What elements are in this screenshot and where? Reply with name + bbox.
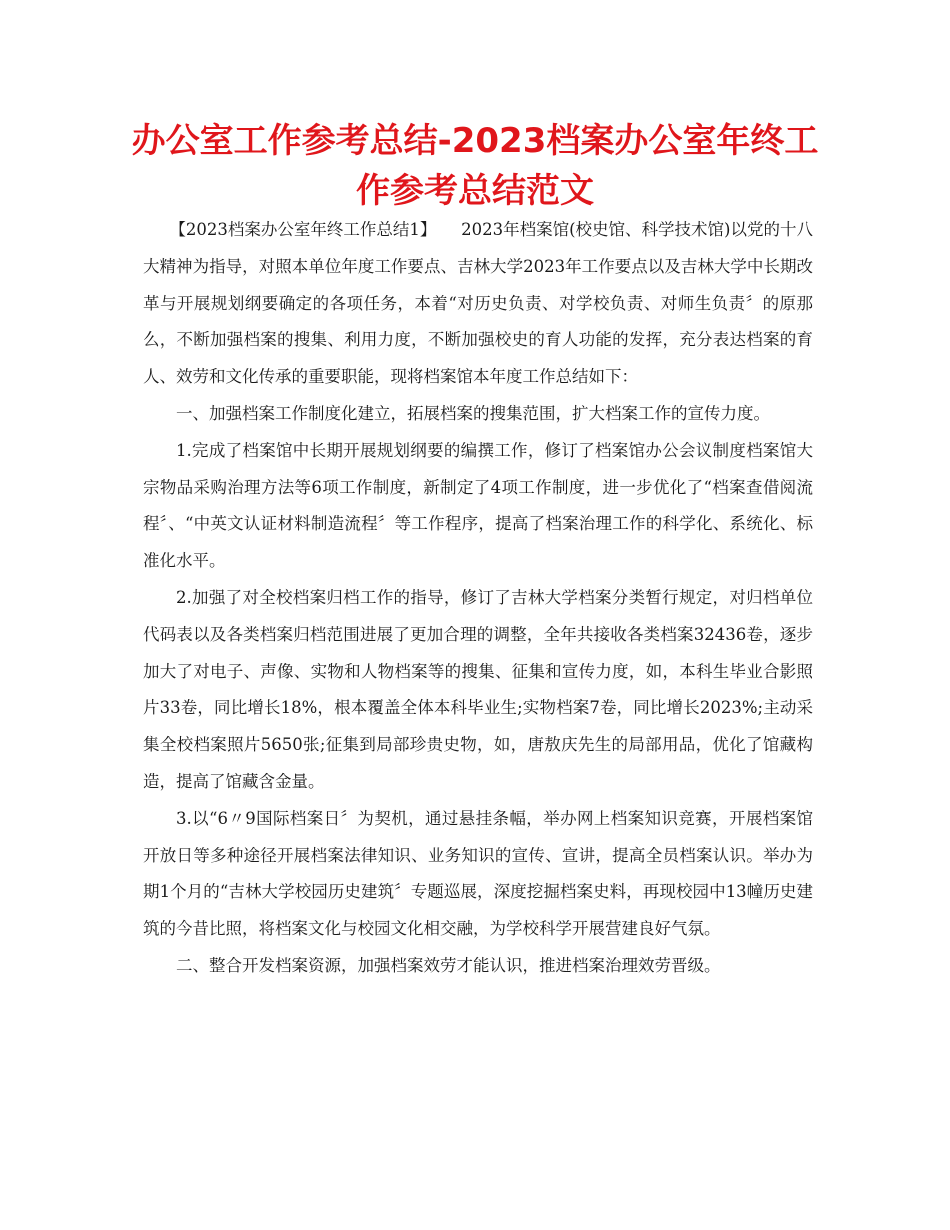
paragraph-item-1: 1.完成了档案馆中长期开展规划纲要的编撰工作，修订了档案馆办公会议制度档案馆大宗物品采购治理方法等6项工作制度，新制定了4项工作制度，进一步优化了“档案查借阅流程〞、“中英文认证材料制造流程〞等工作程序，提高了档案治理工作的科学化、系统化、标准化水平。 [143,440,813,571]
paragraph-intro: 【2023档案办公室年终工作总结1】 2023年档案馆(校史馆、科学技术馆)以党的十八大精神为指导，对照本单位年度工作要点、吉林大学2023年工作要点以及吉林大学中长期改革与开展规划纲要确定的各项任务，本着“对历史负责、对学校负责、对师生负责〞的原那么，不断加强档案的搜集、利用力度，不断加强校史的育人功能的发挥，充分表达档案的育人、效劳和文化传承的重要职能，现将档案馆本年度工作总结如下： [143,220,813,387]
document-title: 办公室工作参考总结-2023档案办公室年终工作参考总结范文 [131,121,819,211]
paragraph-section-1-heading: 一、加强档案工作制度化建立，拓展档案的搜集范围，扩大档案工作的宣传力度。 [176,403,770,423]
paragraph-item-2: 2.加强了对全校档案归档工作的指导，修订了吉林大学档案分类暂行规定，对归档单位代码表以及各类档案归档范围进展了更加合理的调整，全年共接收各类档案32436卷，逐步加大了对电子、声像、实物和人物档案等的搜集、征集和宣传力度，如，本科生毕业合影照片33卷，同比增长18%，根本覆盖全体本科毕业生;实物档案7卷，同比增长2023%;主动采集全校档案照片5650张;征集到局部珍贵史物，如，唐敖庆先生的局部用品，优化了馆藏构造，提高了馆藏含金量。 [143,587,813,791]
paragraph-section-2-heading: 二、整合开发档案资源，加强档案效劳才能认识，推进档案治理效劳晋级。 [176,955,721,975]
paragraph-item-3: 3.以“6〃9国际档案日〞为契机，通过悬挂条幅，举办网上档案知识竞赛，开展档案馆开放日等多种途径开展档案法律知识、业务知识的宣传、宣讲，提高全员档案认识。举办为期1个月的“吉林大学校园历史建筑〞专题巡展，深度挖掘档案史料，再现校园中13幢历史建筑的今昔比照，将档案文化与校园文化相交融，为学校科学开展营建良好气氛。 [143,808,813,939]
document-body [143,212,813,985]
